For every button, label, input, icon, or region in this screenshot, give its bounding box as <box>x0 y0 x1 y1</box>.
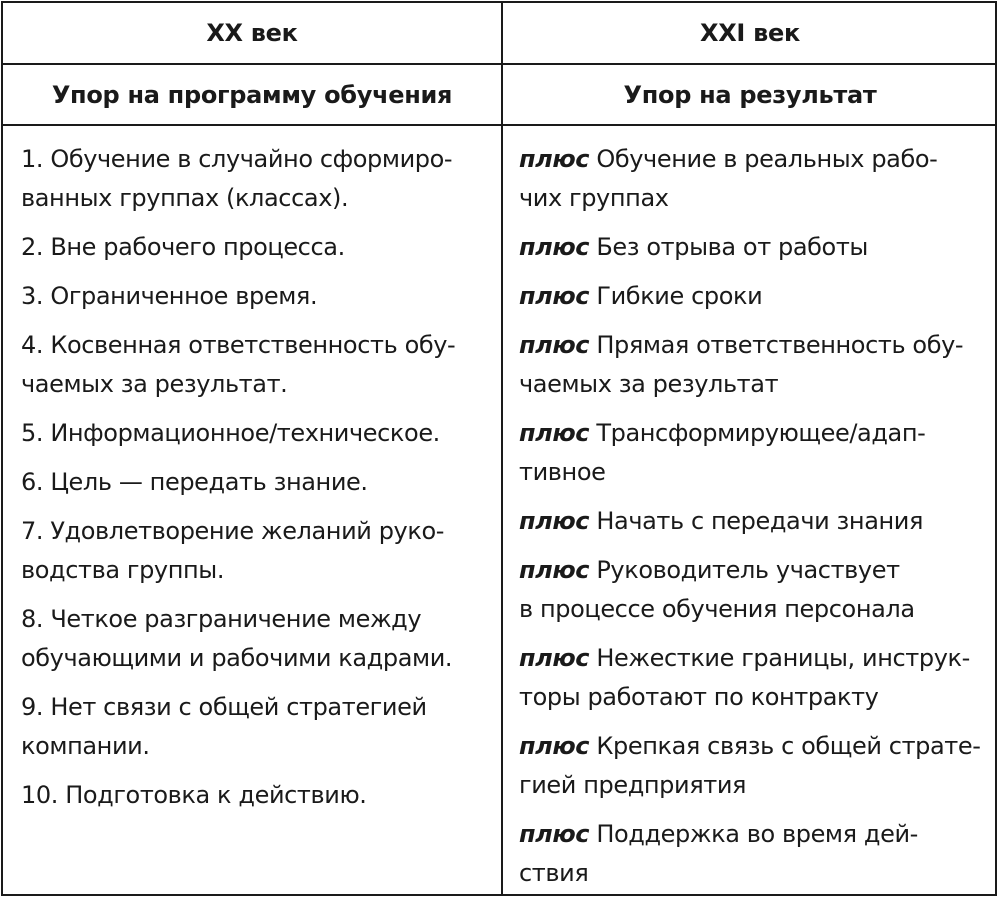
xxi-item-line <box>519 639 989 678</box>
xx-item-1 <box>21 140 491 218</box>
header-program-focus: Упор на программу обучения <box>51 81 453 109</box>
xxi-item-5 <box>519 414 989 492</box>
xxi-item-6 <box>519 502 989 541</box>
xx-item-line: обучающими и рабочими кадрами. <box>21 644 453 672</box>
xx-item-line: 8. Четкое разграничение между <box>21 605 422 633</box>
xxi-item-line <box>519 277 989 316</box>
xxi-item-text: Без отрыва от работы <box>596 233 868 261</box>
xxi-item-line <box>519 140 989 179</box>
xxi-item-text: Руководитель участвует <box>596 556 900 584</box>
plus-label: плюс <box>519 732 590 760</box>
xxi-item-text: Начать с передачи знания <box>596 507 924 535</box>
xxi-item-8 <box>519 639 989 717</box>
xxi-item-line: в процессе обучения персонала <box>519 595 915 623</box>
xxi-item-line <box>519 502 989 541</box>
plus-label: плюс <box>519 820 590 848</box>
xx-item-line: 2. Вне рабочего процесса. <box>21 233 345 261</box>
xxi-item-2 <box>519 228 989 267</box>
xxi-item-3 <box>519 277 989 316</box>
xxi-item-9 <box>519 727 989 805</box>
column-divider <box>501 3 503 894</box>
header-xxi-century: XXI век <box>700 19 800 47</box>
xx-item-line: 3. Ограниченное время. <box>21 282 318 310</box>
xxi-item-line: ствия <box>519 859 589 887</box>
xx-item-line: 9. Нет связи с общей стратегией <box>21 693 427 721</box>
xx-item-5 <box>21 414 491 453</box>
xx-item-line: водства группы. <box>21 556 225 584</box>
plus-label: плюс <box>519 507 590 535</box>
comparison-table <box>1 1 997 896</box>
plus-label: плюс <box>519 644 590 672</box>
plus-label: плюс <box>519 419 590 447</box>
xx-item-10 <box>21 776 491 815</box>
xxi-item-text: Прямая ответственность обу- <box>596 331 964 359</box>
xx-item-line: 10. Подготовка к действию. <box>21 781 367 809</box>
xxi-item-line <box>519 551 989 590</box>
xx-item-line: ванных группах (классах). <box>21 184 349 212</box>
xxi-item-text: Крепкая связь с общей страте- <box>596 732 981 760</box>
xx-item-line: 1. Обучение в случайно сформиро- <box>21 145 453 173</box>
xxi-item-1 <box>519 140 989 218</box>
xx-item-3 <box>21 277 491 316</box>
header-result-focus: Упор на результат <box>623 81 877 109</box>
xxi-item-7 <box>519 551 989 629</box>
xx-item-9 <box>21 688 491 766</box>
header-xx-century: XX век <box>206 19 298 47</box>
plus-label: плюс <box>519 556 590 584</box>
xxi-item-text: Поддержка во время дей- <box>596 820 918 848</box>
xxi-item-line <box>519 815 989 854</box>
xx-item-7 <box>21 512 491 590</box>
xx-item-6 <box>21 463 491 502</box>
header-divider-2 <box>3 124 995 126</box>
xxi-item-line <box>519 326 989 365</box>
xxi-item-line: чих группах <box>519 184 669 212</box>
xxi-century-column <box>519 140 989 903</box>
header-divider-1 <box>3 63 995 65</box>
xx-item-line: 5. Информационное/техническое. <box>21 419 440 447</box>
xxi-item-line: торы работают по контракту <box>519 683 879 711</box>
xxi-item-10 <box>519 815 989 893</box>
plus-label: плюс <box>519 282 590 310</box>
xx-item-4 <box>21 326 491 404</box>
xxi-item-line <box>519 727 989 766</box>
xx-item-line: 7. Удовлетворение желаний руко- <box>21 517 444 545</box>
xx-item-line: 4. Косвенная ответственность обу- <box>21 331 456 359</box>
xxi-item-4 <box>519 326 989 404</box>
xxi-item-line <box>519 414 989 453</box>
xx-item-line: компании. <box>21 732 150 760</box>
xxi-item-text: Нежесткие границы, инструк- <box>596 644 970 672</box>
xx-item-2 <box>21 228 491 267</box>
xxi-item-line: тивное <box>519 458 606 486</box>
xxi-item-line: гией предприятия <box>519 771 747 799</box>
plus-label: плюс <box>519 233 590 261</box>
xx-item-8 <box>21 600 491 678</box>
plus-label: плюс <box>519 145 590 173</box>
xxi-item-line: чаемых за результат <box>519 370 779 398</box>
xxi-item-line <box>519 228 989 267</box>
xx-item-line: 6. Цель — передать знание. <box>21 468 368 496</box>
xxi-item-text: Гибкие сроки <box>596 282 763 310</box>
xxi-item-text: Трансформирующее/адап- <box>596 419 926 447</box>
xx-item-line: чаемых за результат. <box>21 370 288 398</box>
plus-label: плюс <box>519 331 590 359</box>
xx-century-column <box>21 140 491 825</box>
xxi-item-text: Обучение в реальных рабо- <box>596 145 938 173</box>
